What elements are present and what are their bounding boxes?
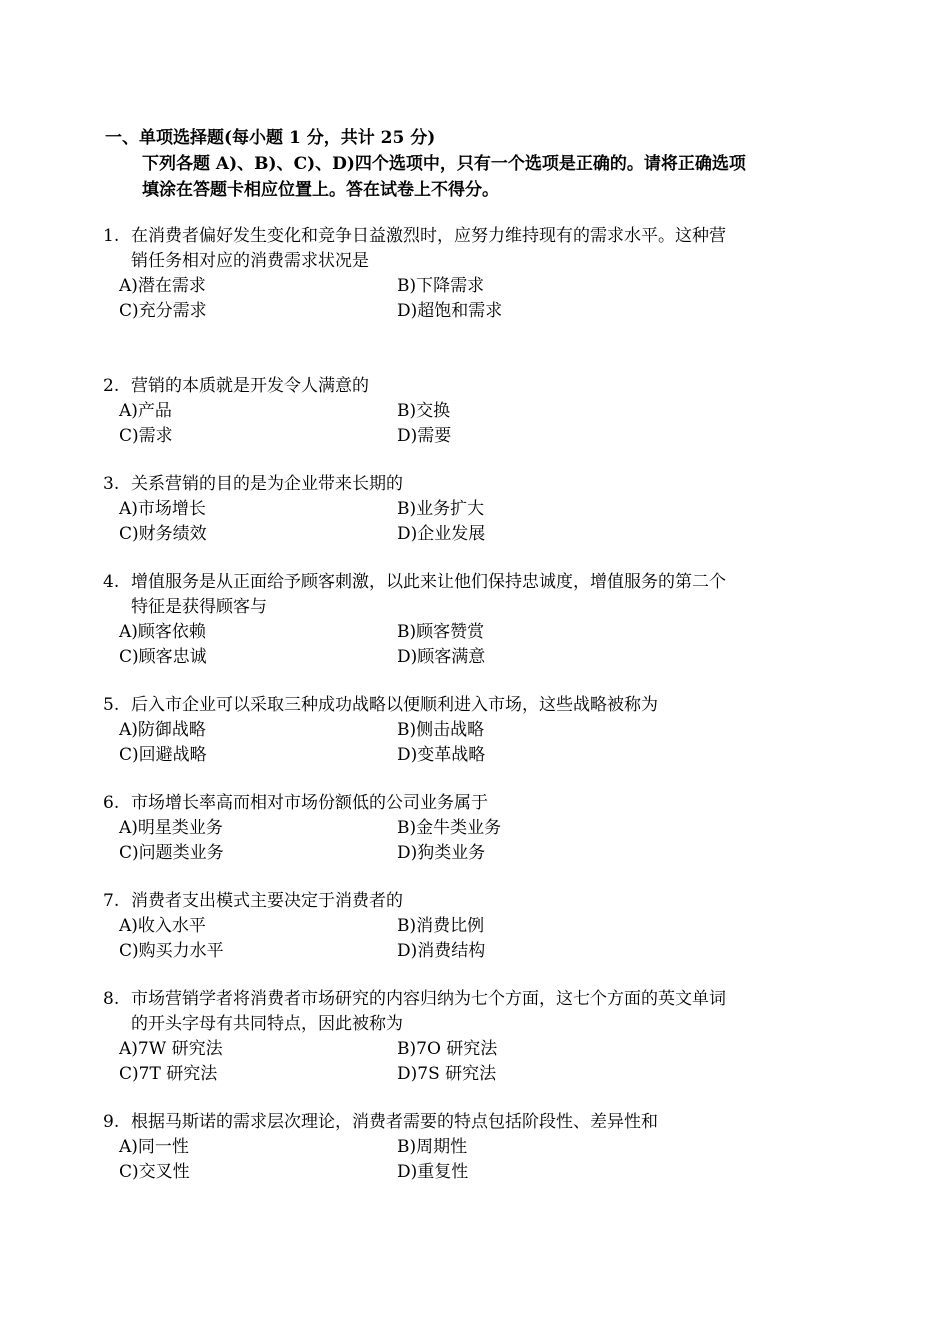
question-number: 5.: [103, 695, 120, 715]
answer-option: C)顾客忠诚: [119, 647, 207, 667]
question-item: [103, 224, 823, 324]
answer-option: A)同一性: [119, 1137, 189, 1157]
answer-option: B)金牛类业务: [397, 818, 502, 838]
answer-option: B)业务扩大: [397, 499, 485, 519]
answer-option: B)下降需求: [397, 276, 485, 296]
answer-option: A)明星类业务: [119, 818, 223, 838]
answer-option: A)收入水平: [119, 916, 206, 936]
answer-option: A)防御战略: [119, 720, 206, 740]
instruction-line: 下列各题 A)、B)、C)、D)四个选项中，只有一个选项是正确的。请将正确选项: [142, 154, 746, 174]
question-stem-line: 市场增长率高而相对市场份额低的公司业务属于: [131, 793, 488, 813]
answer-option: B)周期性: [397, 1137, 468, 1157]
question-item: [103, 889, 823, 964]
answer-option: B)7O 研究法: [397, 1039, 498, 1059]
instruction-line: 填涂在答题卡相应位置上。答在试卷上不得分。: [142, 180, 499, 200]
question-stem-line: 消费者支出模式主要决定于消费者的: [131, 891, 403, 911]
question-stem-line: 特征是获得顾客与: [131, 597, 267, 617]
question-item: [103, 570, 823, 670]
answer-option: C)充分需求: [119, 301, 207, 321]
answer-options: [103, 1135, 823, 1185]
question-stem-line: 在消费者偏好发生变化和竞争日益激烈时，应努力维持现有的需求水平。这种营: [131, 226, 726, 246]
question-stem: [103, 472, 823, 497]
question-stem: [103, 987, 823, 1037]
question-stem-line: 市场营销学者将消费者市场研究的内容归纳为七个方面，这七个方面的英文单词: [131, 989, 726, 1009]
answer-options: [103, 1037, 823, 1087]
answer-option: C)回避战略: [119, 745, 207, 765]
answer-option: B)侧击战略: [397, 720, 485, 740]
answer-option: A)潜在需求: [119, 276, 206, 296]
question-number: 4.: [103, 572, 120, 592]
answer-options: [103, 718, 823, 768]
answer-option: C)财务绩效: [119, 524, 207, 544]
question-stem: [103, 791, 823, 816]
question-item: [103, 472, 823, 547]
question-number: 6.: [103, 793, 120, 813]
answer-option: B)消费比例: [397, 916, 485, 936]
question-number: 9.: [103, 1112, 120, 1132]
section-instruction: [142, 151, 822, 203]
question-number: 2.: [103, 376, 120, 396]
question-stem-line: 的开头字母有共同特点，因此被称为: [131, 1014, 403, 1034]
answer-option: D)企业发展: [397, 524, 486, 544]
answer-options: [103, 914, 823, 964]
answer-options: [103, 620, 823, 670]
question-stem: [103, 224, 823, 274]
answer-option: D)狗类业务: [397, 843, 486, 863]
question-stem-line: 销任务相对应的消费需求状况是: [131, 251, 369, 271]
answer-option: D)重复性: [397, 1162, 469, 1182]
answer-option: D)消费结构: [397, 941, 486, 961]
answer-option: A)顾客依赖: [119, 622, 206, 642]
question-stem-line: 关系营销的目的是为企业带来长期的: [131, 474, 403, 494]
answer-option: C)需求: [119, 426, 173, 446]
answer-option: B)交换: [397, 401, 451, 421]
question-item: [103, 987, 823, 1087]
question-item: [103, 791, 823, 866]
answer-option: A)产品: [119, 401, 172, 421]
answer-option: D)顾客满意: [397, 647, 486, 667]
answer-option: D)变革战略: [397, 745, 486, 765]
question-item: [103, 374, 823, 449]
question-list: [103, 224, 823, 1208]
answer-options: [103, 274, 823, 324]
answer-option: C)7T 研究法: [119, 1064, 218, 1084]
question-stem-line: 后入市企业可以采取三种成功战略以便顺利进入市场，这些战略被称为: [131, 695, 658, 715]
question-stem-line: 根据马斯诺的需求层次理论，消费者需要的特点包括阶段性、差异性和: [131, 1112, 658, 1132]
question-stem: [103, 374, 823, 399]
answer-options: [103, 497, 823, 547]
answer-option: C)问题类业务: [119, 843, 224, 863]
question-item: [103, 1110, 823, 1185]
question-stem: [103, 570, 823, 620]
answer-option: C)交叉性: [119, 1162, 190, 1182]
question-stem: [103, 1110, 823, 1135]
answer-options: [103, 816, 823, 866]
question-stem: [103, 889, 823, 914]
section-title: 一、单项选择题(每小题 1 分，共计 25 分): [105, 128, 436, 148]
answer-option: C)购买力水平: [119, 941, 224, 961]
question-number: 1.: [103, 226, 120, 246]
question-number: 3.: [103, 474, 120, 494]
question-stem-line: 营销的本质就是开发令人满意的: [131, 376, 369, 396]
question-number: 7.: [103, 891, 120, 911]
answer-option: D)7S 研究法: [397, 1064, 497, 1084]
question-number: 8.: [103, 989, 120, 1009]
question-stem: [103, 693, 823, 718]
answer-option: B)顾客赞赏: [397, 622, 485, 642]
question-item: [103, 693, 823, 768]
answer-options: [103, 399, 823, 449]
answer-option: A)7W 研究法: [119, 1039, 223, 1059]
answer-option: D)超饱和需求: [397, 301, 503, 321]
question-stem-line: 增值服务是从正面给予顾客刺激，以此来让他们保持忠诚度，增值服务的第二个: [131, 572, 726, 592]
answer-option: D)需要: [397, 426, 452, 446]
answer-option: A)市场增长: [119, 499, 206, 519]
